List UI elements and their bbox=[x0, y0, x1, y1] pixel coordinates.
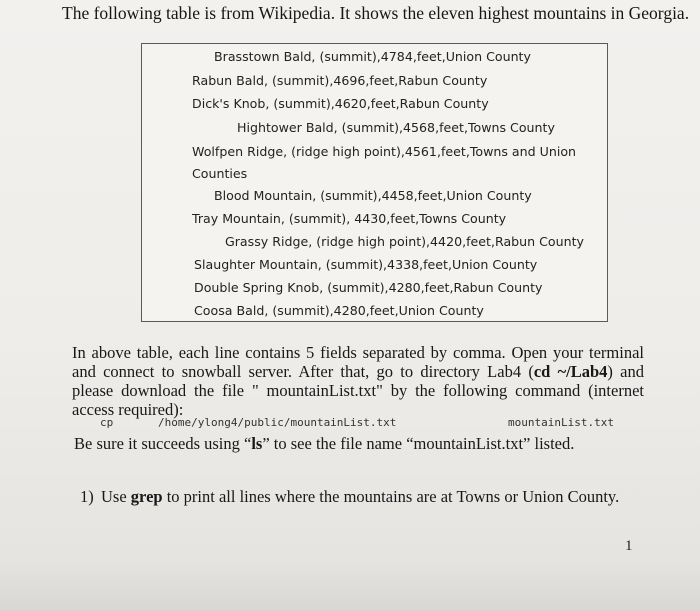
page-number: 1 bbox=[625, 538, 633, 554]
table-row: Grassy Ridge, (ridge high point),4420,feet,Rabun County bbox=[225, 234, 584, 249]
table-row: Wolfpen Ridge, (ridge high point),4561,feet,Towns and Union bbox=[192, 144, 577, 159]
table-row: Counties bbox=[192, 166, 248, 181]
table-row: Brasstown Bald, (summit),4784,feet,Union County bbox=[214, 49, 531, 64]
table-row: Hightower Bald, (summit),4568,feet,Towns County bbox=[237, 120, 555, 135]
command-cp: cp bbox=[100, 416, 114, 429]
table-row: Slaughter Mountain, (summit),4338,feet,Union County bbox=[194, 257, 538, 272]
intro-text: The following table is from Wikipedia. It shows the eleven highest mountains in Georgia. bbox=[62, 3, 690, 23]
table-row: Double Spring Knob, (summit),4280,feet,Rabun County bbox=[194, 280, 543, 295]
command-source-path: /home/ylong4/public/mountainList.txt bbox=[158, 416, 397, 429]
verify-instruction: Be sure it succeeds using “ls” to see the file name “mountainList.txt” listed. bbox=[74, 434, 575, 453]
table-row: Coosa Bald, (summit),4280,feet,Union County bbox=[194, 303, 484, 318]
ls-command-text: ls bbox=[251, 434, 263, 453]
question-text: Use grep to print all lines where the mountains are at Towns or Union County. bbox=[101, 487, 620, 506]
instructions-paragraph: In above table, each line contains 5 fields separated by comma. Open your terminal and connect to snowball server. After that, go to directory Lab4 (cd ~/Lab4) and please download the file " mountainList.txt" by the following command (internet access required): bbox=[72, 343, 644, 419]
table-row: Rabun Bald, (summit),4696,feet,Rabun County bbox=[192, 73, 488, 88]
photo-shadow bbox=[0, 560, 700, 611]
table-row: Blood Mountain, (summit),4458,feet,Union County bbox=[214, 188, 532, 203]
cd-command-text: cd ~/Lab4 bbox=[533, 362, 608, 381]
question-number: 1) bbox=[80, 487, 94, 506]
table-row: Tray Mountain, (summit), 4430,feet,Towns County bbox=[192, 211, 507, 226]
grep-command-text: grep bbox=[130, 487, 163, 506]
mountain-table bbox=[141, 43, 608, 322]
command-destination: mountainList.txt bbox=[508, 416, 614, 429]
table-row: Dick's Knob, (summit),4620,feet,Rabun County bbox=[192, 96, 489, 111]
